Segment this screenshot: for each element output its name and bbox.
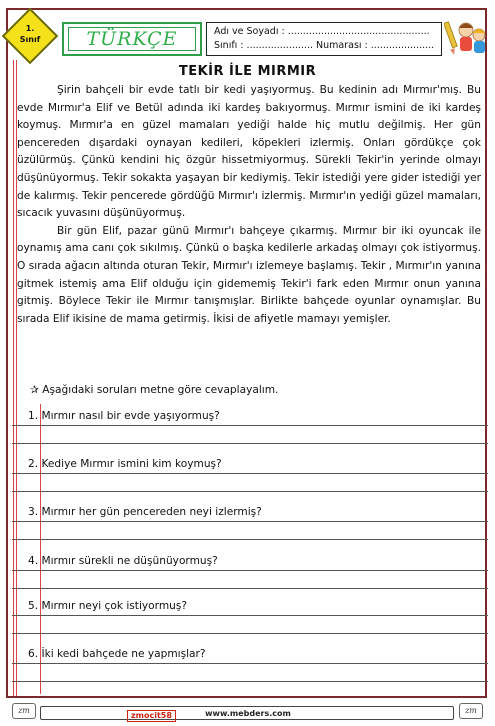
answer-line[interactable] [12, 615, 488, 616]
story-paragraph-1: Şirin bahçeli bir evde tatlı bir kedi yaşıyormuş. Bu kedinin adı Mırmır'mış. Bu evde Mırmır'a Elif ve Betül adında iki kardeş bakıyormuş. Mırmır ismini de iki kardeş koymuş. Mırmır'a en güzel mamaları yediği halde hiç mutlu değilmiş. Her gün pencereden dışardaki oynayan kedileri, köpekleri izlermiş. Onları gördükçe çok üzülürmüş. Çünkü kendini hiç özgür hissetmiyormuş. Sürekli Tekir'in yerinde olmayı düşünüyormuş. Tekir sokakta yaşayan bir kediymiş. Tekir istediği yere gider istediği yer de kalırmış. Tekir pencerede gördüğü Mırmır'ı izlermiş. Mırmır'ın yediği güzel mamaları, sıcacık yuvasını düşünüyormuş. [17, 84, 481, 220]
instruction-text: Aşağıdaki soruları metne göre cevaplayalım. [42, 384, 279, 396]
grade-label [10, 23, 50, 45]
question-4: 4. Mırmır sürekli ne düşünüyormuş? [28, 555, 218, 567]
class-number-field[interactable]: Sınıfı : ...................... Numarası : ..................... [214, 40, 435, 51]
answer-line[interactable] [12, 443, 488, 444]
margin-line [13, 60, 14, 696]
answer-line[interactable] [12, 425, 488, 426]
answer-line[interactable] [12, 570, 488, 571]
footer-logo-right: zm [459, 703, 483, 719]
answer-line[interactable] [12, 539, 488, 540]
answer-line[interactable] [12, 473, 488, 474]
footer-bar [40, 706, 454, 720]
answer-line[interactable] [12, 681, 488, 682]
footer-logo-left: zm [12, 703, 36, 719]
answer-line[interactable] [12, 588, 488, 589]
document-code: zmocit58 [127, 710, 176, 722]
question-3: 3. Mırmır her gün pencereden neyi izlermiş? [28, 506, 262, 518]
story-title: TEKİR İLE MIRMIR [178, 64, 317, 79]
instruction [30, 384, 278, 396]
grade-word: Sınıf [19, 35, 41, 44]
story-text [17, 82, 481, 328]
subject-box [62, 22, 202, 56]
question-6: 6. İki kedi bahçede ne yapmışlar? [28, 648, 206, 660]
answer-line[interactable] [12, 663, 488, 664]
grade-number: 1. [25, 24, 35, 33]
subject-title: TÜRKÇE [68, 27, 196, 51]
question-5: 5. Mırmır neyi çok istiyormuş? [28, 600, 187, 612]
answer-line[interactable] [12, 491, 488, 492]
website-link[interactable]: www.mebders.com [205, 709, 291, 718]
footer [0, 700, 495, 724]
star-icon: ✰ [30, 384, 39, 396]
story-paragraph-2: Bir gün Elif, pazar günü Mırmır'ı bahçeye çıkarmış. Mırmır bir iki oyuncak ile oynamış ama canı çok sıkılmış. Çünkü o başka kedilerle arkadaş olmayı çok istiyormuş. O sırada ağacın altında oturan Tekir, Mırmır'ı izlemeye başlamış. Tekir , Mırmır'ın yanına gitmek istemiş ama Elif olduğu için gidememiş Tekir'i fark eden Mırmır onun yanına gitmiş. Böylece Tekir ile Mırmır tanışmışlar. Birlikte bahçede oyunlar oynamışlar. Bu sırada Elif ikisine de mama getirmiş. İkisi de afiyetle mamayı yemişler. [17, 224, 481, 325]
answer-line[interactable] [12, 633, 488, 634]
children-with-pencil-icon [444, 16, 490, 60]
student-info-box [206, 22, 442, 56]
answer-line[interactable] [12, 521, 488, 522]
question-1: 1. Mırmır nasıl bir evde yaşıyormuş? [28, 410, 220, 422]
question-2: 2. Kediye Mırmır ismini kim koymuş? [28, 458, 222, 470]
name-field[interactable]: Adı ve Soyadı : ............................................... [214, 26, 430, 37]
